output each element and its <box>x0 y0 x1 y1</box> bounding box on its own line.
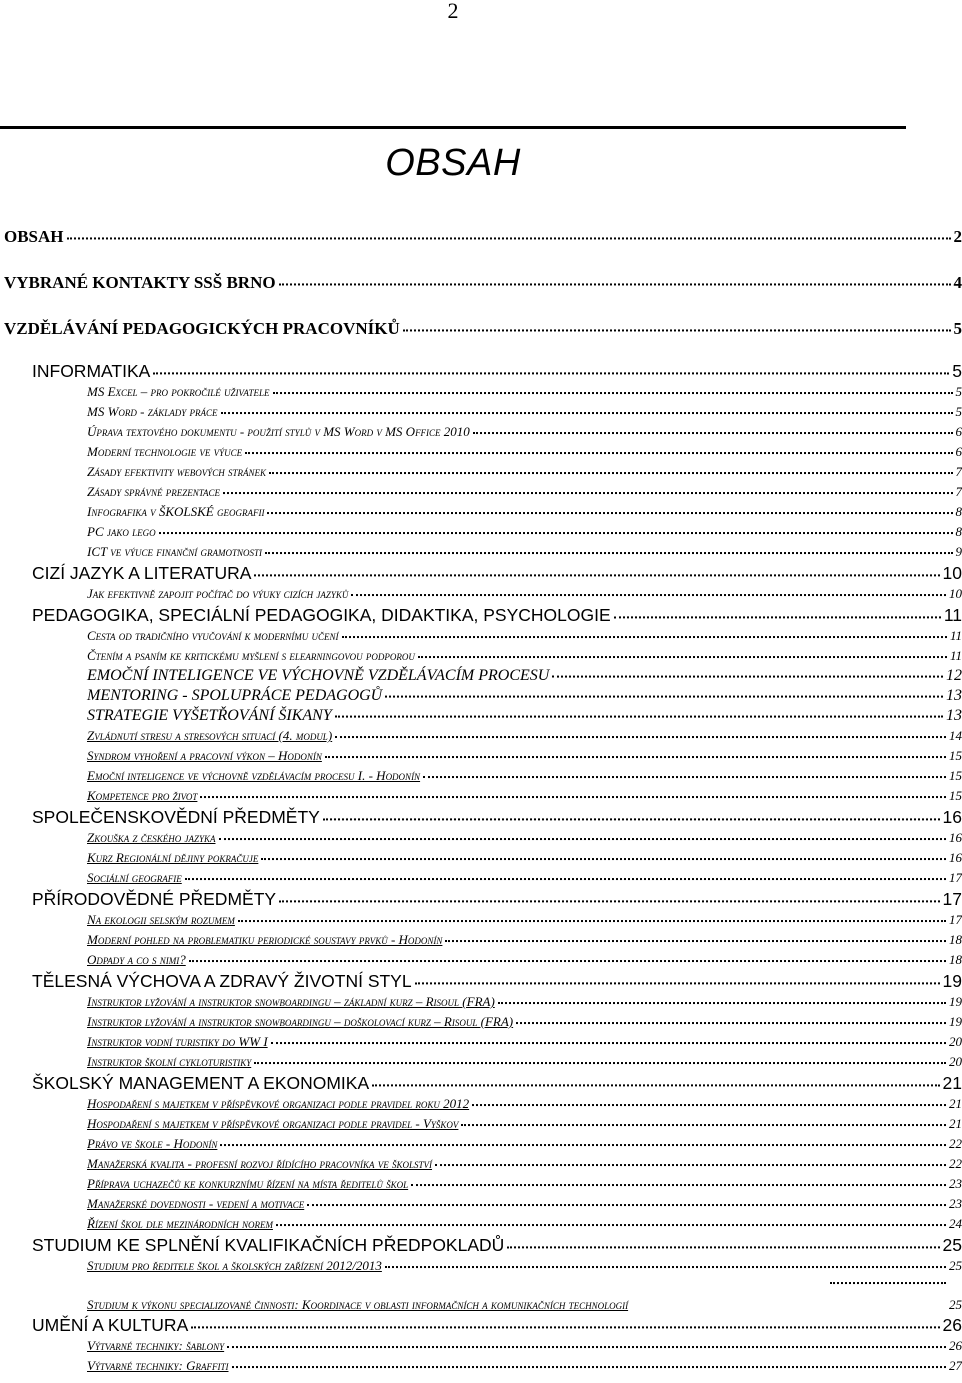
toc-entry[interactable] <box>0 910 962 930</box>
toc-entry[interactable] <box>0 726 962 746</box>
toc-leader-dots <box>200 788 946 798</box>
toc-entry[interactable] <box>0 888 962 910</box>
toc-leader-dots <box>267 504 952 514</box>
toc-leader-dots <box>335 706 943 718</box>
toc-entry[interactable] <box>0 1032 962 1052</box>
toc-leader-dots <box>159 524 953 534</box>
toc-entry-title: Kompetence pro život <box>87 788 198 803</box>
toc-entry-page: 7 <box>955 464 962 479</box>
toc-entry-page: 12 <box>946 667 962 684</box>
toc-entry-title: Řízení škol dle mezinárodních norem <box>87 1216 273 1231</box>
toc-entry[interactable] <box>0 1314 962 1336</box>
toc-entry[interactable] <box>0 1154 962 1174</box>
toc-entry-title: ŠKOLSKÝ MANAGEMENT A EKONOMIKA <box>32 1073 370 1093</box>
toc-entry-page: 17 <box>949 912 962 927</box>
table-of-contents <box>0 222 962 1376</box>
toc-entry-title: Zásady efektivity webových stránek <box>87 464 266 479</box>
toc-entry[interactable] <box>0 1356 962 1376</box>
toc-entry-page: 26 <box>949 1338 962 1353</box>
toc-entry-title: Výtvarné techniky: šablony <box>87 1338 225 1353</box>
toc-entry-page: 8 <box>955 524 962 539</box>
toc-entry-page: 5 <box>955 384 962 399</box>
toc-entry-page: 15 <box>949 768 962 783</box>
heading-rule <box>0 126 906 129</box>
toc-entry[interactable] <box>0 706 962 726</box>
toc-leader-dots <box>223 484 952 494</box>
toc-leader-dots <box>269 464 953 474</box>
toc-entry-page: 21 <box>942 1073 962 1093</box>
toc-leader-dots <box>415 972 940 985</box>
toc-entry-page: 21 <box>949 1096 962 1111</box>
toc-entry-title: Zkouška z českého jazyka <box>87 830 216 845</box>
toc-leader-dots <box>418 648 947 658</box>
toc-leader-dots <box>372 1074 939 1087</box>
toc-entry-title: MS Excel – pro pokročilé uživatele <box>87 384 270 399</box>
toc-entry-page: 17 <box>949 870 962 885</box>
toc-entry[interactable] <box>0 1012 962 1032</box>
toc-entry-title: Infografika v ŠKOLSKÉ geografii <box>87 504 265 519</box>
toc-leader-dots <box>473 424 953 434</box>
toc-entry[interactable] <box>0 1276 962 1314</box>
toc-entry-title: Právo ve škole - Hodonín <box>87 1136 218 1151</box>
toc-entry-page: 25 <box>942 1235 962 1255</box>
toc-entry-page: 17 <box>942 889 962 909</box>
toc-entry-title: MS Word - základy práce <box>87 404 218 419</box>
toc-entry-title: Emoční inteligence ve výchovně vzdělávacím procesu I. - Hodonín <box>87 768 421 783</box>
toc-entry-title: Moderní pohled na problematiku periodické soustavy prvků - Hodonín <box>87 932 443 947</box>
toc-leader-dots <box>472 1096 946 1106</box>
toc-leader-dots <box>516 1014 946 1024</box>
toc-entry[interactable] <box>0 1234 962 1256</box>
toc-entry-title: PC jako lego <box>87 524 156 539</box>
toc-leader-dots <box>254 1054 946 1064</box>
toc-entry[interactable] <box>0 222 962 268</box>
toc-entry[interactable] <box>0 828 962 848</box>
toc-entry[interactable] <box>0 1336 962 1356</box>
toc-entry[interactable] <box>0 666 962 686</box>
toc-entry[interactable] <box>0 584 962 604</box>
toc-entry[interactable] <box>0 314 962 360</box>
toc-entry[interactable] <box>0 970 962 992</box>
toc-leader-dots <box>461 1116 946 1126</box>
toc-entry[interactable] <box>0 1052 962 1072</box>
toc-leader-dots <box>445 932 946 942</box>
toc-entry-title: Hospodaření s majetkem v příspěvkové organizaci podle pravidel roku 2012 <box>87 1096 470 1111</box>
toc-entry-title: Jak efektivně zapojit počítač do výuky cizích jazyků <box>87 586 349 601</box>
toc-entry[interactable] <box>0 562 962 584</box>
toc-entry[interactable] <box>0 848 962 868</box>
toc-entry[interactable] <box>0 646 962 666</box>
toc-leader-dots <box>830 1274 946 1284</box>
toc-entry-title: Instruktor vodní turistiky do WW I <box>87 1034 268 1049</box>
toc-entry[interactable] <box>0 382 962 402</box>
toc-entry-title: Manažerské dovednosti - vedení a motivace <box>87 1196 305 1211</box>
toc-entry[interactable] <box>0 522 962 542</box>
toc-entry-page: 23 <box>949 1196 962 1211</box>
toc-leader-dots <box>153 362 949 375</box>
toc-entry-title: PŘÍRODOVĚDNÉ PŘEDMĚTY <box>32 889 277 909</box>
toc-entry-page: 6 <box>955 444 962 459</box>
toc-entry-page: 16 <box>949 830 962 845</box>
toc-entry[interactable] <box>0 604 962 626</box>
toc-entry[interactable] <box>0 1256 962 1276</box>
toc-entry-page: 14 <box>949 728 962 743</box>
toc-entry[interactable] <box>0 422 962 442</box>
toc-leader-dots <box>385 686 943 698</box>
toc-entry[interactable] <box>0 542 962 562</box>
toc-entry[interactable] <box>0 268 962 314</box>
toc-entry-title: VYBRANÉ KONTAKTY SSŠ BRNO <box>4 273 276 292</box>
toc-entry[interactable] <box>0 442 962 462</box>
toc-entry[interactable] <box>0 930 962 950</box>
toc-entry-title: Instruktor lyžování a instruktor snowboardingu – základní kurz – Risoul (FRA) <box>87 994 495 1009</box>
toc-entry[interactable] <box>0 360 962 382</box>
toc-entry-page: 18 <box>949 952 962 967</box>
toc-entry-title: Studium k výkonu specializované činnosti: Koordinace v oblasti informačních a komunikačních technologií <box>87 1297 629 1312</box>
toc-entry-title: Odpady a co s nimi? <box>87 952 186 967</box>
toc-leader-dots <box>219 830 947 840</box>
toc-entry-title: Na ekologii selským rozumem <box>87 912 235 927</box>
toc-leader-dots <box>279 273 951 285</box>
toc-entry-title: Instruktor lyžování a instruktor snowboardingu – doškolovací kurz – Risoul (FRA) <box>87 1014 514 1029</box>
toc-leader-dots <box>411 1176 946 1186</box>
toc-entry[interactable] <box>0 786 962 806</box>
toc-entry[interactable] <box>0 992 962 1012</box>
toc-entry-page: 5 <box>955 404 962 419</box>
toc-entry-title: Kurz Regionální dějiny pokračuje <box>87 850 259 865</box>
toc-leader-dots <box>245 444 952 454</box>
toc-entry-page: 15 <box>949 748 962 763</box>
toc-leader-dots <box>552 666 943 678</box>
toc-entry-page: 13 <box>946 687 962 704</box>
toc-leader-dots <box>221 404 953 414</box>
toc-leader-dots <box>238 912 946 922</box>
toc-leader-dots <box>325 748 946 758</box>
toc-entry-title: INFORMATIKA <box>32 361 151 381</box>
toc-entry-page: 16 <box>949 850 962 865</box>
toc-entry[interactable] <box>0 868 962 888</box>
toc-entry-page: 25 <box>949 1297 962 1312</box>
toc-entry[interactable] <box>0 462 962 482</box>
toc-entry-title: EMOČNÍ INTELIGENCE VE VÝCHOVNĚ VZDĚLÁVACÍM PROCESU <box>87 667 550 684</box>
toc-entry[interactable] <box>0 402 962 422</box>
toc-leader-dots <box>265 544 953 554</box>
toc-entry-title: PEDAGOGIKA, SPECIÁLNÍ PEDAGOGIKA, DIDAKTIKA, PSYCHOLOGIE <box>32 605 611 625</box>
toc-entry-page: 10 <box>942 563 962 583</box>
toc-leader-dots <box>191 1316 939 1329</box>
toc-leader-dots <box>385 1258 946 1268</box>
toc-entry-page: 24 <box>949 1216 962 1231</box>
toc-leader-dots <box>254 564 939 577</box>
toc-entry[interactable] <box>0 1072 962 1094</box>
toc-leader-dots <box>335 728 946 738</box>
toc-entry-title: VZDĚLÁVÁNÍ PEDAGOGICKÝCH PRACOVNÍKŮ <box>4 319 400 338</box>
toc-leader-dots <box>307 1196 946 1206</box>
toc-entry-title: SPOLEČENSKOVĚDNÍ PŘEDMĚTY <box>32 807 320 827</box>
toc-entry-page: 5 <box>953 319 962 338</box>
toc-entry-page: 22 <box>949 1156 962 1171</box>
toc-entry-page: 20 <box>949 1054 962 1069</box>
toc-leader-dots <box>227 1338 946 1348</box>
page-title: OBSAH <box>385 142 521 184</box>
toc-entry-page: 15 <box>949 788 962 803</box>
toc-entry[interactable] <box>0 1134 962 1154</box>
toc-entry-page: 19 <box>949 1014 962 1029</box>
toc-leader-dots <box>185 870 946 880</box>
toc-entry[interactable] <box>0 766 962 786</box>
toc-entry-title: Syndrom vyhoření a pracovní výkon – Hodonín <box>87 748 322 763</box>
toc-entry-page: 9 <box>955 544 962 559</box>
toc-entry-title: ICT ve výuce finanční gramotnosti <box>87 544 262 559</box>
toc-entry-title: Cesta od tradičního vyučování k modernímu učení <box>87 628 339 643</box>
toc-entry-page: 7 <box>955 484 962 499</box>
toc-entry-title: OBSAH <box>4 227 64 246</box>
toc-entry-title: Hospodaření s majetkem v příspěvkové organizaci podle pravidel - Vyškov <box>87 1116 459 1131</box>
toc-entry[interactable] <box>0 1174 962 1194</box>
toc-entry-title: Zvládnutí stresu a stresových situací (4. modul) <box>87 728 333 743</box>
toc-leader-dots <box>279 890 939 903</box>
toc-entry-page: 26 <box>942 1315 962 1335</box>
toc-leader-dots <box>498 994 946 1004</box>
toc-leader-dots <box>276 1216 946 1226</box>
toc-entry-title: TĚLESNÁ VÝCHOVA A ZDRAVÝ ŽIVOTNÍ STYL <box>32 971 412 991</box>
toc-entry-page: 22 <box>949 1136 962 1151</box>
toc-entry-page: 4 <box>953 273 962 292</box>
toc-entry-title: UMĚNÍ A KULTURA <box>32 1315 189 1335</box>
toc-leader-dots <box>271 1034 946 1044</box>
toc-entry-title: Příprava uchazečů ke konkurznímu řízení na místa ředitelů škol <box>87 1176 409 1191</box>
toc-entry-page: 20 <box>949 1034 962 1049</box>
toc-entry-title: Manažerská kvalita - profesní rozvoj řídícího pracovníka ve školství <box>87 1156 433 1171</box>
toc-leader-dots <box>403 319 951 331</box>
toc-entry-page: 19 <box>942 971 962 991</box>
toc-entry-title: MENTORING - SPOLUPRÁCE PEDAGOGŮ <box>87 687 383 704</box>
toc-leader-dots <box>342 628 947 638</box>
toc-entry-title: Zásady správné prezentace <box>87 484 221 499</box>
toc-entry-title: CIZÍ JAZYK A LITERATURA <box>32 563 252 583</box>
toc-entry-title: Výtvarné techniky: Graffiti <box>87 1358 229 1373</box>
toc-entry[interactable] <box>0 1194 962 1214</box>
toc-leader-dots <box>220 1136 946 1146</box>
toc-entry[interactable] <box>0 626 962 646</box>
toc-leader-dots <box>273 384 953 394</box>
toc-entry[interactable] <box>0 1214 962 1234</box>
toc-entry-title: Instruktor školní cykloturistiky <box>87 1054 252 1069</box>
toc-leader-dots <box>323 808 940 821</box>
toc-entry-page: 8 <box>955 504 962 519</box>
toc-entry-page: 11 <box>943 605 962 625</box>
toc-leader-dots <box>435 1156 946 1166</box>
toc-entry[interactable] <box>0 686 962 706</box>
toc-entry[interactable] <box>0 1094 962 1114</box>
toc-leader-dots <box>261 850 946 860</box>
toc-leader-dots <box>614 606 941 619</box>
page-number: 2 <box>447 0 459 23</box>
toc-entry-page: 2 <box>953 227 962 246</box>
toc-entry-page: 6 <box>955 424 962 439</box>
toc-entry-page: 10 <box>949 586 962 601</box>
toc-entry-page: 21 <box>949 1116 962 1131</box>
toc-entry-title: STRATEGIE VYŠETŘOVÁNÍ ŠIKANY <box>87 707 332 724</box>
toc-leader-dots <box>232 1358 947 1368</box>
toc-entry[interactable] <box>0 1114 962 1134</box>
toc-entry-title: Úprava textového dokumentu - použití stylů v MS Word v MS Office 2010 <box>87 424 470 439</box>
toc-entry-title: Sociální geografie <box>87 870 182 885</box>
toc-leader-dots <box>423 768 946 778</box>
toc-leader-dots <box>189 952 946 962</box>
toc-entry-page: 19 <box>949 994 962 1009</box>
toc-entry[interactable] <box>0 950 962 970</box>
toc-entry-page: 13 <box>946 707 962 724</box>
toc-entry[interactable] <box>0 502 962 522</box>
toc-entry-page: 27 <box>949 1358 962 1373</box>
toc-entry-title: STUDIUM KE SPLNĚNÍ KVALIFIKAČNÍCH PŘEDPOKLADŮ <box>32 1235 505 1255</box>
toc-leader-dots <box>507 1236 939 1249</box>
toc-entry-page: 25 <box>949 1258 962 1273</box>
toc-entry-page: 23 <box>949 1176 962 1191</box>
toc-entry-page: 16 <box>942 807 962 827</box>
toc-entry-title: Moderní technologie ve výuce <box>87 444 243 459</box>
toc-entry[interactable] <box>0 482 962 502</box>
toc-entry-page: 11 <box>949 648 962 663</box>
toc-entry-page: 5 <box>952 361 962 381</box>
toc-entry-page: 11 <box>949 628 962 643</box>
toc-entry-title: Čtením a psaním ke kritickému myšlení s elearningovou podporou <box>87 648 415 663</box>
toc-leader-dots <box>351 586 946 596</box>
toc-entry-title: Studium pro ředitele škol a školských zařízení 2012/2013 <box>87 1258 382 1273</box>
toc-leader-dots <box>67 227 951 239</box>
toc-entry-page: 18 <box>949 932 962 947</box>
toc-entry[interactable] <box>0 746 962 766</box>
toc-entry[interactable] <box>0 806 962 828</box>
